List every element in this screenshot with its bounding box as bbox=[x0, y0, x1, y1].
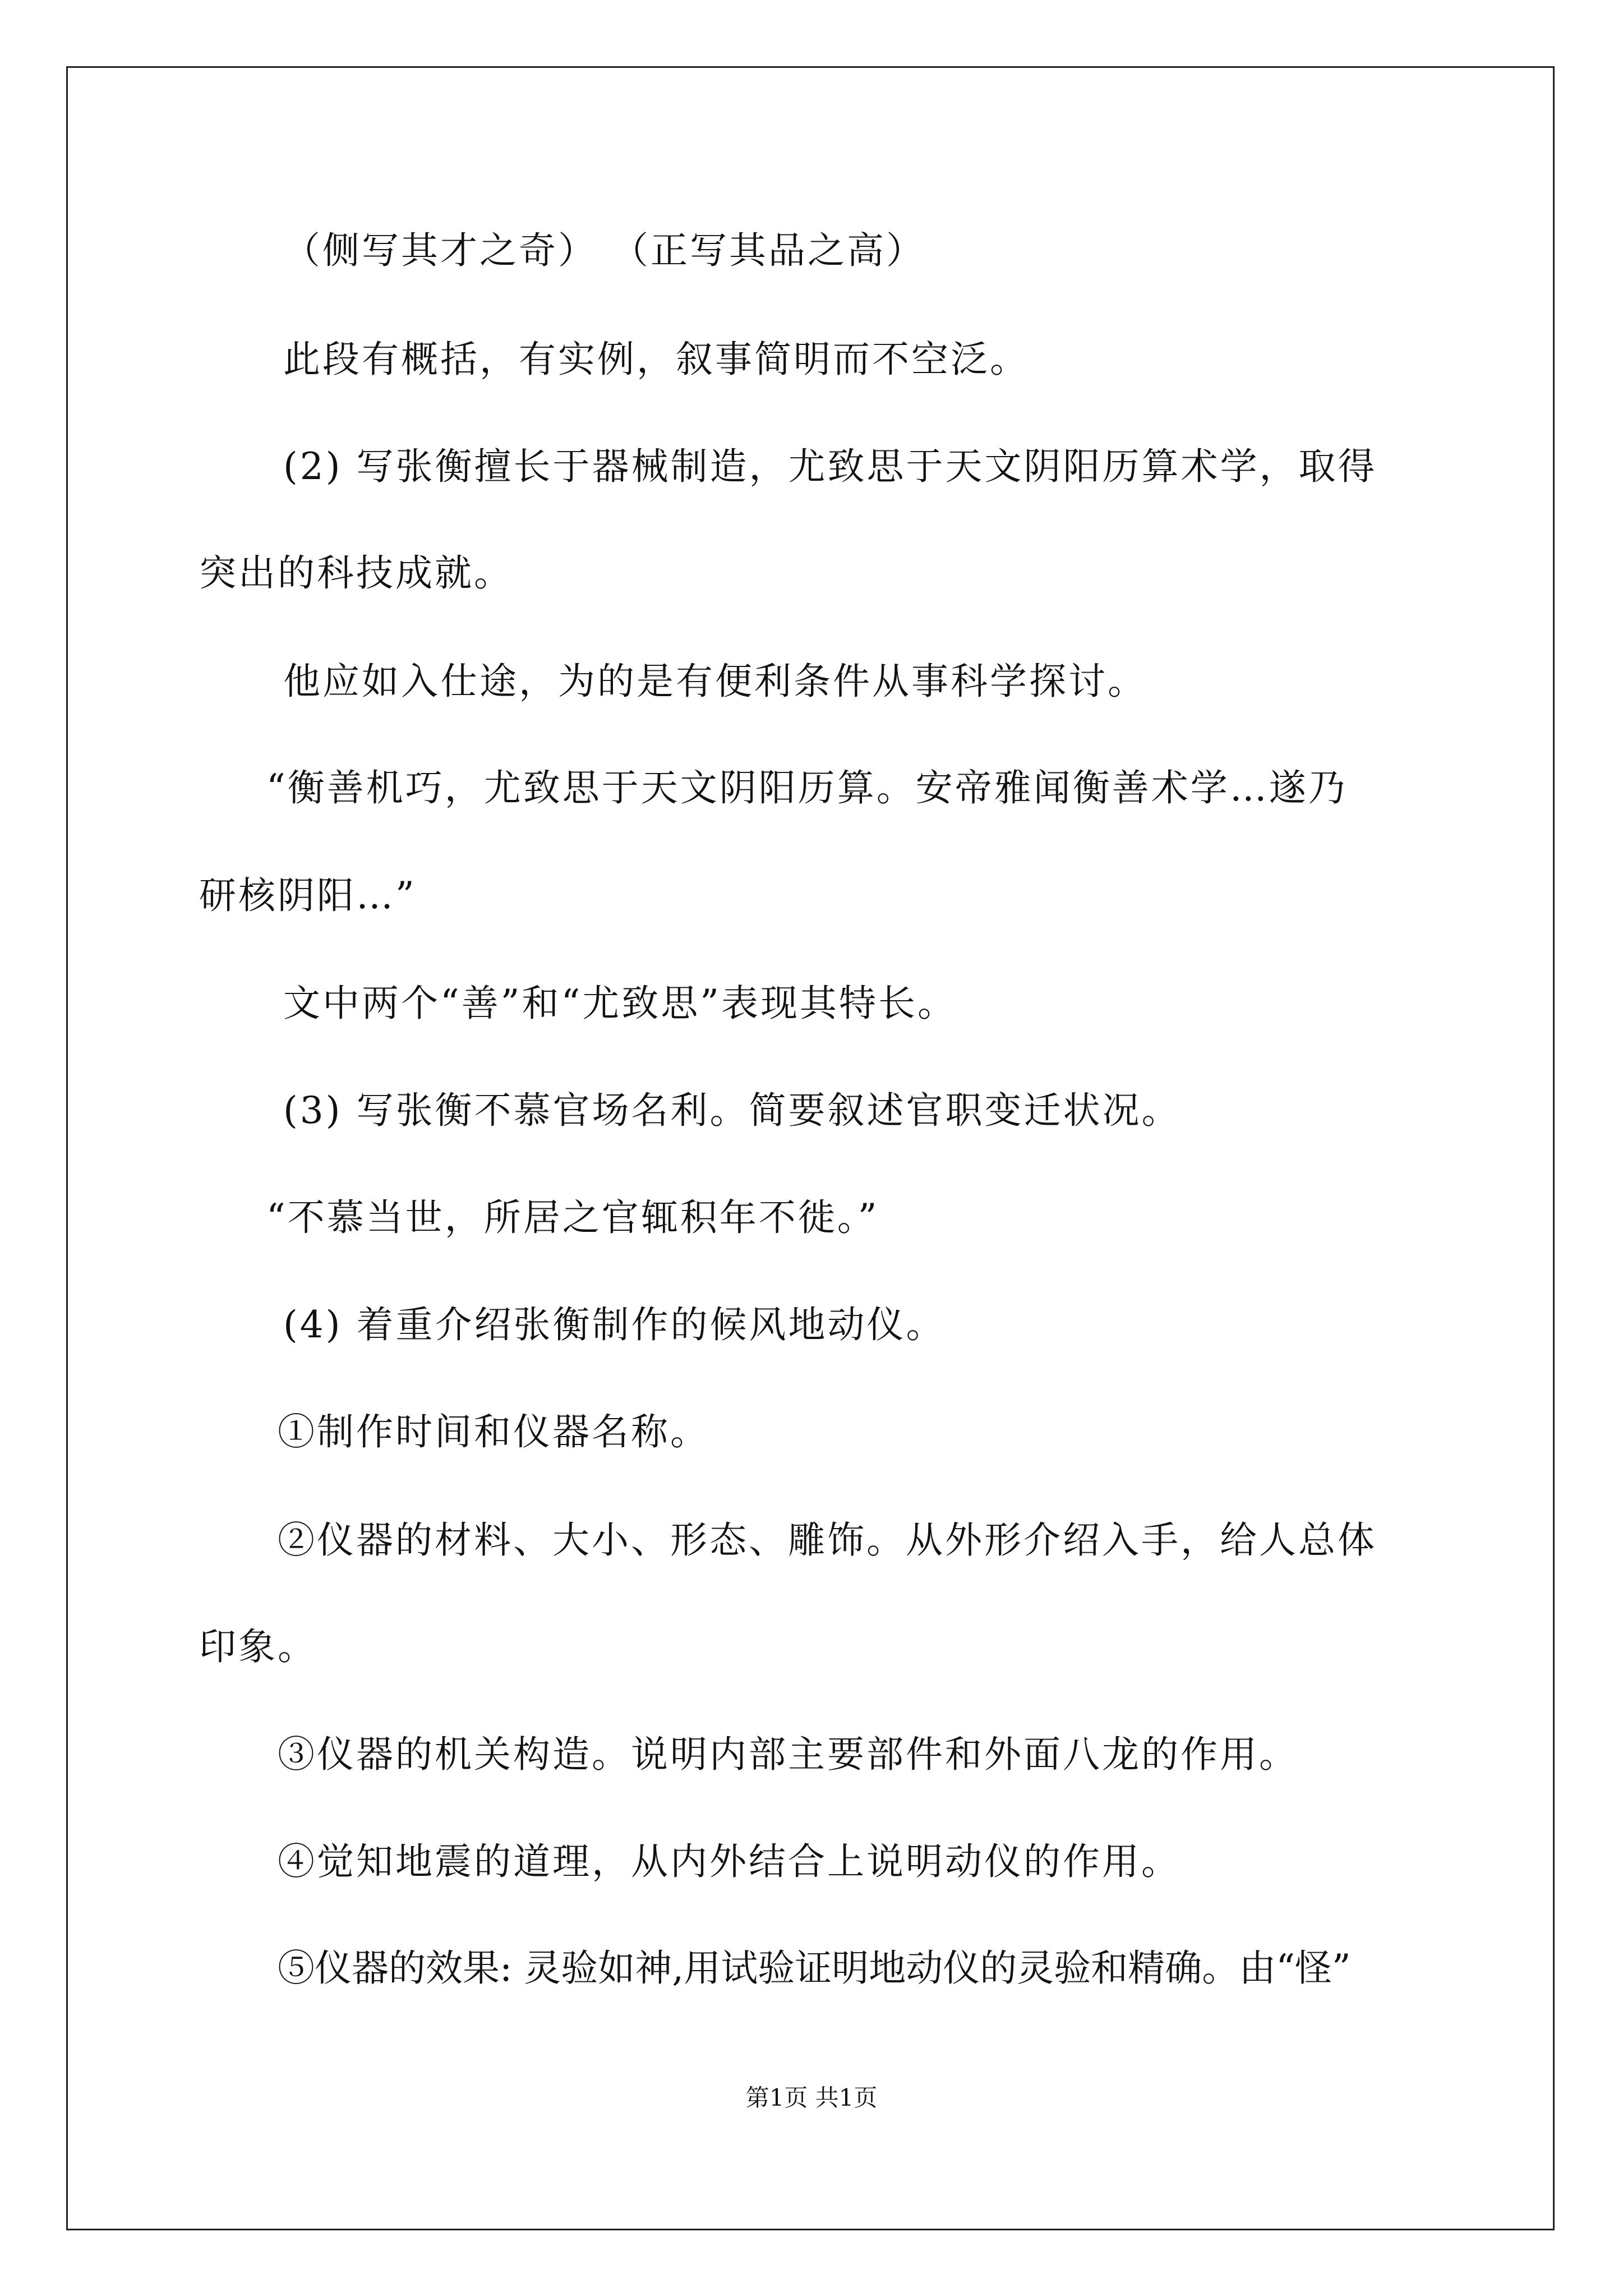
text-line-2: 此段有概括，有实例，叙事简明而不空泛。 bbox=[283, 338, 1029, 381]
text-line-17: ⑤仪器的效果: 灵验如神,用试验证明地动仪的灵验和精确。由“怪” bbox=[278, 1947, 1351, 1990]
text-line-10: “不慕当世，所居之官辄积年不徙。” bbox=[266, 1196, 879, 1239]
text-line-15: ③仪器的机关构造。说明内部主要部件和外面八龙的作用。 bbox=[278, 1733, 1298, 1776]
text-line-11: (4) 着重介绍张衡制作的候风地动仪。 bbox=[283, 1303, 946, 1346]
text-line-8: 文中两个“善”和“尤致思”表现其特长。 bbox=[283, 982, 957, 1025]
text-line-16: ④觉知地震的道理，从内外结合上说明动仪的作用。 bbox=[278, 1840, 1181, 1883]
text-line-4: 突出的科技成就。 bbox=[199, 551, 513, 595]
page-number-footer: 第1页 共1页 bbox=[745, 2084, 878, 2111]
page-border bbox=[66, 66, 1555, 2230]
text-line-5: 他应如入仕途，为的是有便利条件从事科学探讨。 bbox=[283, 660, 1147, 703]
text-line-14: 印象。 bbox=[199, 1625, 317, 1668]
text-line-1: （侧写其才之奇） （正写其品之高） bbox=[283, 229, 925, 272]
text-line-6: “衡善机巧，尤致思于天文阴阳历算。安帝雅闻衡善术学…遂乃 bbox=[266, 766, 1348, 809]
text-line-13: ②仪器的材料、大小、形态、雕饰。从外形介绍入手，给人总体 bbox=[278, 1519, 1377, 1562]
text-line-12: ①制作时间和仪器名称。 bbox=[278, 1410, 709, 1453]
text-line-3: (2) 写张衡擅长于器械制造，尤致思于天文阴阳历算术学，取得 bbox=[283, 445, 1377, 488]
text-line-7: 研核阴阳…” bbox=[199, 874, 417, 917]
text-line-9: (3) 写张衡不慕官场名利。简要叙述官职变迁状况。 bbox=[283, 1089, 1181, 1132]
